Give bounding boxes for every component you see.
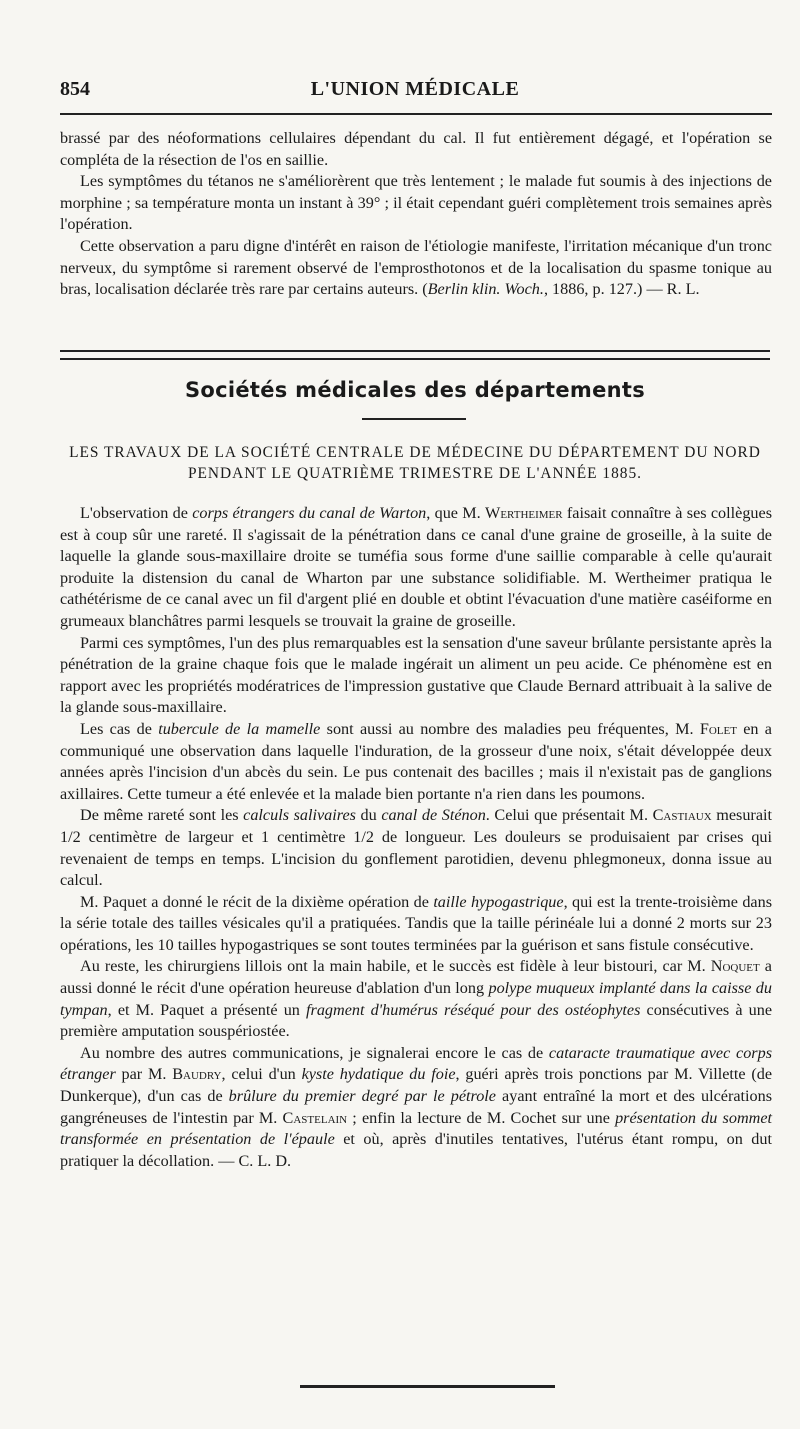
body-paragraph: De même rareté sont les calculs salivaires du canal de Sténon. Celui que présentait M. Castiaux mesurait 1/2 centimètre de largeur et 1 centimètre 1/2 de longueur. Les douleurs se produisaient par crises qui revenaient de temps en temps. L'incision du gonflement parotidien, devenu phlegmoneux, donna issue au calcul. <box>60 806 772 890</box>
body-paragraph: Au reste, les chirurgiens lillois ont la main habile, et le succès est fidèle à leur bistouri, car M. Noquet a aussi donné le récit d'une opération heureuse d'ablation d'un long polype muqueux implanté dans la caisse du tympan, et M. Paquet a présenté un fragment d'humérus réséqué pour des ostéophytes consécutives à une première amputation souspériostée. <box>60 957 773 1041</box>
page-number: 854 <box>60 78 90 100</box>
body-paragraph: M. Paquet a donné le récit de la dixième opération de taille hypogastrique, qui est la trente-troisième dans la série totale des tailles vésicales qu'il a pratiquées. Tandis que la taille périnéale lui a donné 2 morts sur 23 opérations, les 10 tailles hypogastriques se sont toutes terminées par la guérison et sans fistule consécutive. <box>60 892 772 954</box>
intro-paragraph: Cette observation a paru digne d'intérêt en raison de l'étiologie manifeste, l'irritation mécanique d'un tronc nerveux, du symptôme si rarement observé de l'emprosthotonos et de la localisation du spasme tonique au bras, localisation déclarée très rare par certains auteurs. (Berlin klin. Woch., 1886, p. 127.) — R. L. <box>60 236 772 299</box>
page-header <box>60 78 770 108</box>
section-divider <box>60 350 770 360</box>
intro-paragraph: brassé par des néoformations cellulaires dépendant du cal. Il fut entièrement dégagé, et l'opération se compléta de la résection de l'os en saillie. <box>60 129 772 169</box>
section-title: Sociétés médicales des départements <box>184 378 646 402</box>
end-rule <box>300 1385 555 1388</box>
source-citation: Berlin klin. Woch. <box>427 280 544 299</box>
body-paragraph: Au nombre des autres communications, je signalerai encore le cas de cataracte traumatique avec corps étranger par M. Baudry, celui d'un kyste hydatique du foie, guéri après trois ponctions par M. Villette (de Dunkerque), d'un cas de brûlure du premier degré par le pétrole ayant entraîné la mort et des ulcérations gangréneuses de l'intestin par M. Castelain ; enfin la lecture de M. Cochet sur une présentation du sommet transformée en présentation de l'épaule et où, après d'inutiles tentatives, l'utérus étant rompu, on dut pratiquer la décollation. — C. L. D. <box>60 1043 773 1170</box>
header-rule <box>60 113 772 115</box>
body-paragraph: L'observation de corps étrangers du canal de Warton, que M. Wertheimer faisait connaître à ses collègues est à coup sûr une rareté. Il s'agissait de la pénétration dans ce canal d'une graine de groseille, à la suite de laquelle la glande sous-maxillaire droite se tuméfia sous forme d'une saillie comparable à celle qu'aurait produite la distension du canal de Wharton par une substance solidifiable. M. Wertheimer pratiqua le cathétérisme de ce canal avec un fil d'argent plié en double et obtint l'évacuation d'une matière caséiforme en grumeaux blanchâtres parmi lesquels se trouvait la graine de groseille. <box>60 504 773 630</box>
running-title: L'UNION MÉDICALE <box>310 78 520 100</box>
section-subheading: LES TRAVAUX DE LA SOCIÉTÉ CENTRALE DE MÉDECINE DU DÉPARTEMENT DU NORD PENDANT LE QUATRIÈME TRIMESTRE DE L'ANNÉE 1885. <box>69 444 761 482</box>
intro-text <box>60 128 772 301</box>
body-paragraph: Parmi ces symptômes, l'un des plus remarquables est la sensation d'une saveur brûlante persistante après la pénétration de la graine chaque fois que le malade ingérait un aliment un peu acide. Ce phénomène est en rapport avec les propriétés modératrices de l'impression gustative que Claude Bernard attribuait à la salive de la glande sous-maxillaire. <box>60 633 772 717</box>
body-paragraph: Les cas de tubercule de la mamelle sont aussi au nombre des maladies peu fréquentes, M. Folet en a communiqué une observation dans laquelle l'induration, de la grosseur d'une noix, s'était développée deux années après l'incision d'un abcès du sein. Le pus contenait des bacilles ; mais il n'existait pas de ganglions axillaires. Cette tumeur a été enlevée et la malade bien portante n'a rien dans les poumons. <box>60 719 772 803</box>
article-body <box>60 503 772 1172</box>
intro-paragraph: Les symptômes du tétanos ne s'améliorèrent que très lentement ; le malade fut soumis à des injections de morphine ; sa température monta un instant à 39° ; il était cependant guéri complètement trois semaines après l'opération. <box>60 172 772 234</box>
title-rule <box>362 418 466 420</box>
